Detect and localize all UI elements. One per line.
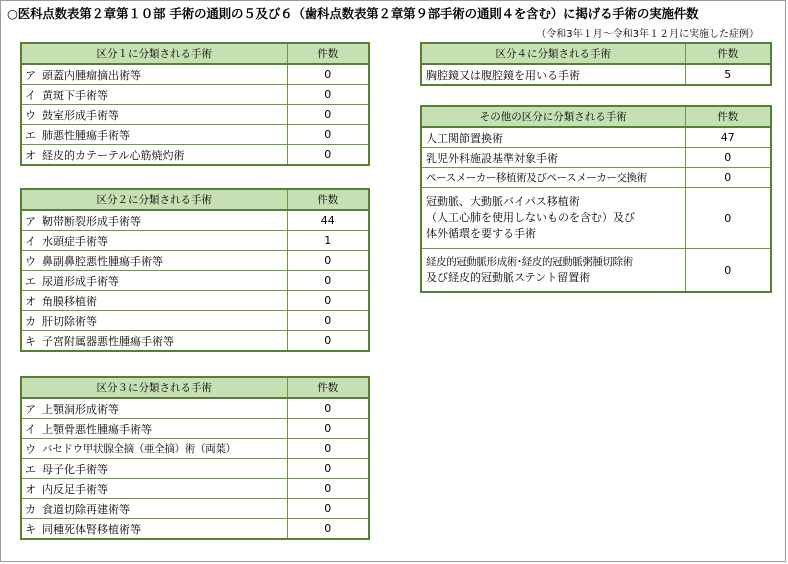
table-row xyxy=(21,439,369,459)
group4-header: 区分４に分類される手術 xyxy=(421,43,685,64)
other-header-row xyxy=(421,106,771,127)
row-name: 内反足手術等 xyxy=(38,479,287,499)
table-row xyxy=(21,459,369,479)
row-name: 頭蓋内腫瘤摘出術等 xyxy=(38,64,287,85)
row-count: 0 xyxy=(685,168,771,188)
row-kana: オ xyxy=(21,479,38,499)
row-count: 0 xyxy=(287,439,369,459)
row-kana: エ xyxy=(21,125,38,145)
row-name: 経皮的カテーテル心筋焼灼術 xyxy=(38,145,287,166)
table-row xyxy=(21,231,369,251)
row-kana: ウ xyxy=(21,439,38,459)
table-row xyxy=(421,64,771,85)
group4-table xyxy=(420,42,772,86)
row-kana: エ xyxy=(21,271,38,291)
row-name: 肝切除術等 xyxy=(38,311,287,331)
row-name: 角膜移植術 xyxy=(38,291,287,311)
row-count: 0 xyxy=(685,249,771,293)
row-name-line: （人工心肺を使用しないものを含む）及び xyxy=(426,211,635,224)
row-kana: イ xyxy=(21,419,38,439)
table-row xyxy=(21,291,369,311)
row-name: ペースメーカー移植術及びペースメーカー交換術 xyxy=(421,168,685,188)
row-count: 47 xyxy=(685,127,771,148)
row-name: 食道切除再建術等 xyxy=(38,499,287,519)
group2-header-row xyxy=(21,189,369,210)
row-count: 0 xyxy=(685,188,771,249)
group2-table xyxy=(20,188,370,352)
row-kana: オ xyxy=(21,291,38,311)
period-note: （令和3年１月～令和3年１２月に実施した症例） xyxy=(536,29,759,40)
row-name: 乳児外科施設基準対象手術 xyxy=(421,148,685,168)
group1-header: 区分１に分類される手術 xyxy=(21,43,287,64)
group3-table xyxy=(20,376,370,540)
table-row xyxy=(21,85,369,105)
table-row xyxy=(21,311,369,331)
row-name: 鼓室形成手術等 xyxy=(38,105,287,125)
table-row xyxy=(21,419,369,439)
row-kana: オ xyxy=(21,145,38,166)
row-kana: キ xyxy=(21,519,38,540)
table-row xyxy=(21,271,369,291)
row-kana: ア xyxy=(21,64,38,85)
other-header: その他の区分に分類される手術 xyxy=(421,106,685,127)
other-table xyxy=(420,105,772,293)
row-count: 0 xyxy=(287,499,369,519)
row-name: 母子化手術等 xyxy=(38,459,287,479)
group4-header-row xyxy=(421,43,771,64)
row-name: 靭帯断裂形成手術等 xyxy=(38,210,287,231)
table-row xyxy=(21,398,369,419)
row-count: 5 xyxy=(685,64,771,85)
table-row xyxy=(21,64,369,85)
row-name xyxy=(421,249,685,293)
group1-count-header: 件数 xyxy=(287,43,369,64)
table-row xyxy=(421,127,771,148)
row-kana: ア xyxy=(21,210,38,231)
row-count: 44 xyxy=(287,210,369,231)
row-count: 0 xyxy=(287,145,369,166)
row-count: 0 xyxy=(287,125,369,145)
row-count: 0 xyxy=(287,64,369,85)
row-count: 0 xyxy=(287,459,369,479)
row-kana: ウ xyxy=(21,105,38,125)
row-count: 0 xyxy=(287,251,369,271)
row-name: 黄斑下手術等 xyxy=(38,85,287,105)
table-row xyxy=(421,168,771,188)
table-row xyxy=(421,249,771,293)
row-count: 1 xyxy=(287,231,369,251)
row-name-line: 冠動脈、大動脈バイパス移植術 xyxy=(426,195,580,208)
row-name-line: 及び経皮的冠動脈ステント留置術 xyxy=(426,271,591,284)
group2-header: 区分２に分類される手術 xyxy=(21,189,287,210)
table-row xyxy=(21,499,369,519)
group3-header: 区分３に分類される手術 xyxy=(21,377,287,398)
row-name: 尿道形成手術等 xyxy=(38,271,287,291)
row-count: 0 xyxy=(287,479,369,499)
table-row xyxy=(21,105,369,125)
other-count-header: 件数 xyxy=(685,106,771,127)
row-count: 0 xyxy=(287,291,369,311)
row-kana: ウ xyxy=(21,251,38,271)
table-row xyxy=(21,145,369,166)
row-name: 肺悪性腫瘍手術等 xyxy=(38,125,287,145)
row-name: 胸腔鏡又は腹腔鏡を用いる手術 xyxy=(421,64,685,85)
row-count: 0 xyxy=(287,519,369,540)
table-row xyxy=(21,519,369,540)
table-row xyxy=(21,251,369,271)
row-count: 0 xyxy=(287,419,369,439)
row-name xyxy=(421,188,685,249)
row-name-line: 体外循環を要する手術 xyxy=(426,227,536,240)
row-name: 上顎洞形成術等 xyxy=(38,398,287,419)
row-kana: エ xyxy=(21,459,38,479)
table-row xyxy=(21,210,369,231)
row-name: 子宮附属器悪性腫瘍手術等 xyxy=(38,331,287,352)
table-row xyxy=(21,479,369,499)
row-kana: カ xyxy=(21,499,38,519)
table-row xyxy=(21,125,369,145)
row-kana: カ xyxy=(21,311,38,331)
group3-count-header: 件数 xyxy=(287,377,369,398)
group1-table xyxy=(20,42,370,166)
table-row xyxy=(421,188,771,249)
table-row xyxy=(21,331,369,352)
row-count: 0 xyxy=(287,398,369,419)
row-kana: イ xyxy=(21,231,38,251)
group2-count-header: 件数 xyxy=(287,189,369,210)
row-name-line: 経皮的冠動脈形成術･経皮的冠動脈粥腫切除術 xyxy=(426,256,633,268)
row-name: 水頭症手術等 xyxy=(38,231,287,251)
group3-header-row xyxy=(21,377,369,398)
row-count: 0 xyxy=(287,331,369,352)
row-name: バセドウ甲状腺全摘（亜全摘）術（両葉） xyxy=(38,439,287,459)
row-count: 0 xyxy=(287,311,369,331)
row-kana: イ xyxy=(21,85,38,105)
row-count: 0 xyxy=(685,148,771,168)
row-count: 0 xyxy=(287,85,369,105)
group4-count-header: 件数 xyxy=(685,43,771,64)
row-kana: キ xyxy=(21,331,38,352)
row-name: 人工関節置換術 xyxy=(421,127,685,148)
row-name: 鼻副鼻腔悪性腫瘍手術等 xyxy=(38,251,287,271)
table-row xyxy=(421,148,771,168)
row-count: 0 xyxy=(287,105,369,125)
row-name: 同種死体腎移植術等 xyxy=(38,519,287,540)
row-name: 上顎骨悪性腫瘍手術等 xyxy=(38,419,287,439)
row-count: 0 xyxy=(287,271,369,291)
group1-header-row xyxy=(21,43,369,64)
page-title: ○医科点数表第２章第１０部 手術の通則の５及び６（歯科点数表第２章第９部手術の通則４を含む）に掲げる手術の実施件数 xyxy=(7,6,699,21)
row-kana: ア xyxy=(21,398,38,419)
